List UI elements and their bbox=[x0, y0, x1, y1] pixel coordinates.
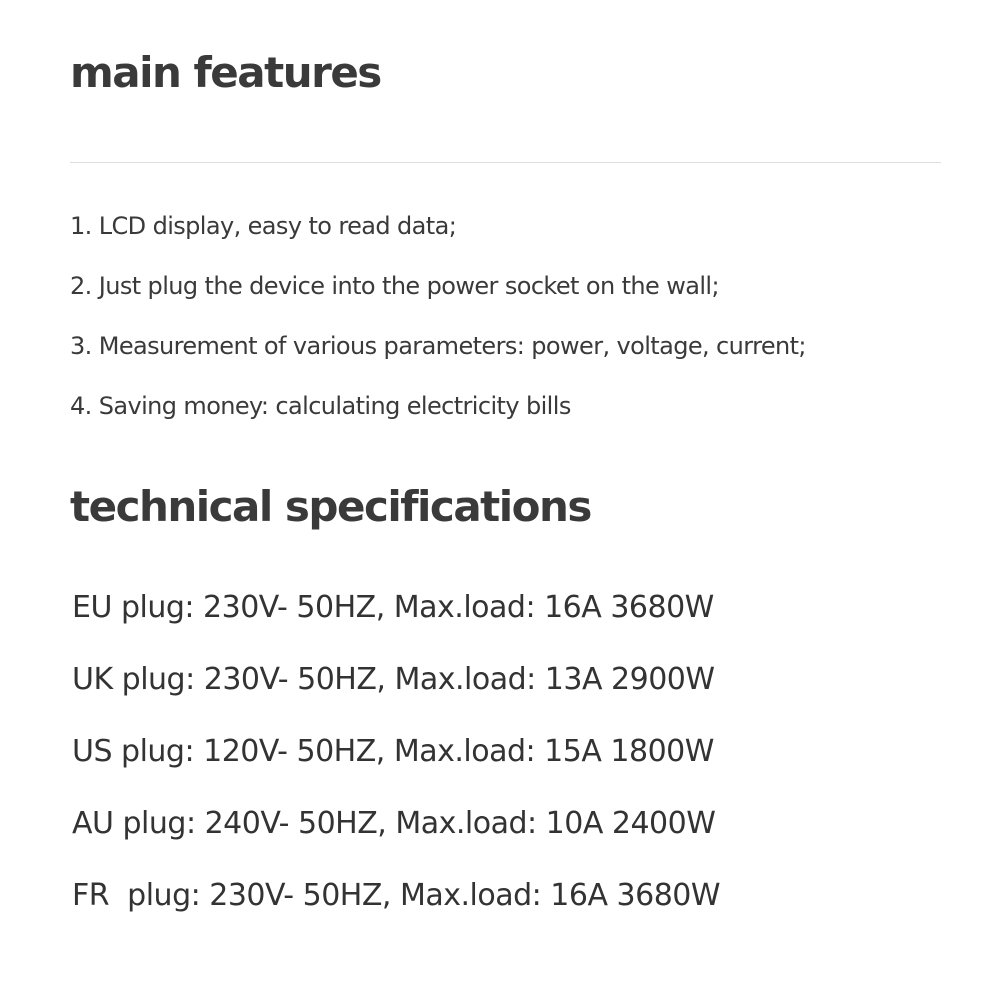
feature-item-2: 2. Just plug the device into the power socket on the wall; bbox=[70, 272, 719, 300]
technical-specifications-heading: technical specifications bbox=[70, 482, 591, 531]
spec-au-plug: AU plug: 240V- 50HZ, Max.load: 10A 2400W bbox=[72, 806, 716, 841]
main-features-list bbox=[70, 208, 950, 448]
spec-fr-plug: FR plug: 230V- 50HZ, Max.load: 16A 3680W bbox=[72, 878, 721, 913]
spec-eu-plug: EU plug: 230V- 50HZ, Max.load: 16A 3680W bbox=[72, 590, 714, 625]
spec-uk-plug: UK plug: 230V- 50HZ, Max.load: 13A 2900W bbox=[72, 662, 715, 697]
section-divider bbox=[70, 162, 941, 163]
spec-us-plug: US plug: 120V- 50HZ, Max.load: 15A 1800W bbox=[72, 734, 714, 769]
technical-specifications-list bbox=[72, 586, 972, 946]
feature-item-3: 3. Measurement of various parameters: power, voltage, current; bbox=[70, 332, 806, 360]
feature-item-4: 4. Saving money: calculating electricity bills bbox=[70, 392, 571, 420]
feature-item-1: 1. LCD display, easy to read data; bbox=[70, 212, 457, 240]
main-features-heading: main features bbox=[70, 48, 381, 97]
